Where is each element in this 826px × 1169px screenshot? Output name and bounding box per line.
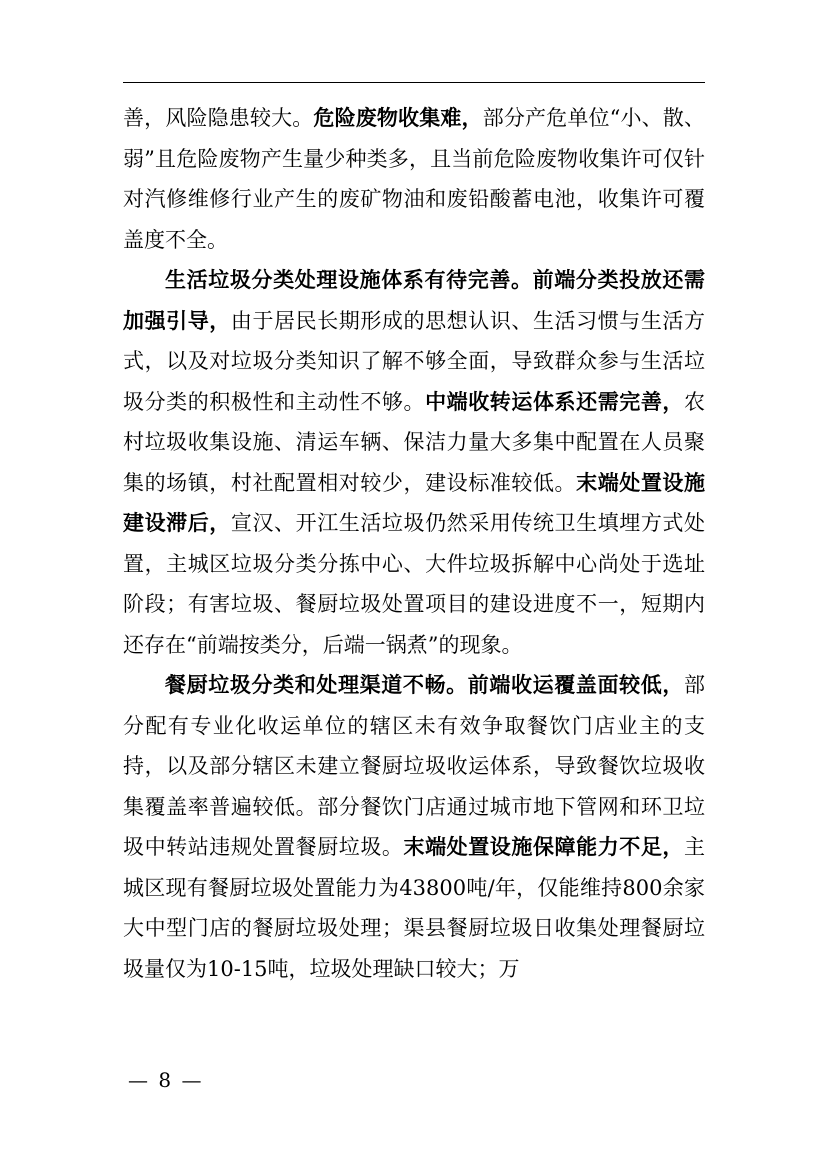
text-run: 由于居民长期形成的思想认识、生活习惯与生活方式，以及对垃圾分类知识了解不够全面，导致群众参与生活垃圾分类的积极性和主动性不够。 — [123, 308, 706, 414]
text-run: 主城区现有餐厨垃圾处置能力为43800吨/年，仅能维持800余家大中型门店的餐厨垃圾处理；渠县餐厨垃圾日收集处理餐厨垃圾量仅为10-15吨，垃圾处理缺口较大；万 — [123, 835, 705, 981]
bold-heading-run: 中端收转运体系还需完善， — [425, 388, 685, 414]
paragraph-3 — [123, 665, 705, 989]
page-number: — 8 — — [128, 1068, 204, 1092]
header-rule — [123, 82, 705, 83]
paragraph-2 — [123, 260, 705, 665]
text-run: 善，风险隐患较大。 — [123, 106, 314, 130]
text-run: 农村垃圾收集设施、清运车辆、保洁力量大多集中配置在人员聚集的场镇，村社配置相对较少，建设标准较低。 — [123, 389, 706, 495]
text-run: 部分产危单位“小、散、弱”且危险废物产生量少种类多，且当前危险废物收集许可仅针对汽修维修行业产生的废矿物油和废铅酸蓄电池，收集许可覆盖度不全。 — [123, 106, 705, 252]
paragraph-1 — [123, 98, 705, 260]
bold-heading-run: 末端处置设施保障能力不足， — [403, 834, 684, 859]
bold-heading-run: 末端处置设施建设滞后， — [123, 469, 706, 535]
text-run: 部分配有专业化收运单位的辖区未有效争取餐饮门店业主的支持，以及部分辖区未建立餐厨垃圾收运体系，导致餐饮垃圾收集覆盖率普遍较低。部分餐饮门店通过城市地下管网和环卫垃圾中转站违规处置餐厨垃圾。 — [123, 673, 705, 859]
bold-heading-run: 餐厨垃圾分类和处理渠道不畅。前端收运覆盖面较低， — [165, 672, 684, 697]
body-text — [123, 98, 705, 989]
bold-heading-run: 危险废物收集难， — [313, 105, 483, 130]
bold-heading-run: 生活垃圾分类处理设施体系有待完善。前端分类投放还需加强引导， — [123, 267, 705, 333]
text-run: 宣汉、开江生活垃圾仍然采用传统卫生填埋方式处置，主城区垃圾分类分拣中心、大件垃圾拆解中心尚处于选址阶段；有害垃圾、餐厨垃圾处置项目的建设进度不一，短期内还存在“前端按类分，后端一锅煮”的现象。 — [123, 511, 706, 657]
